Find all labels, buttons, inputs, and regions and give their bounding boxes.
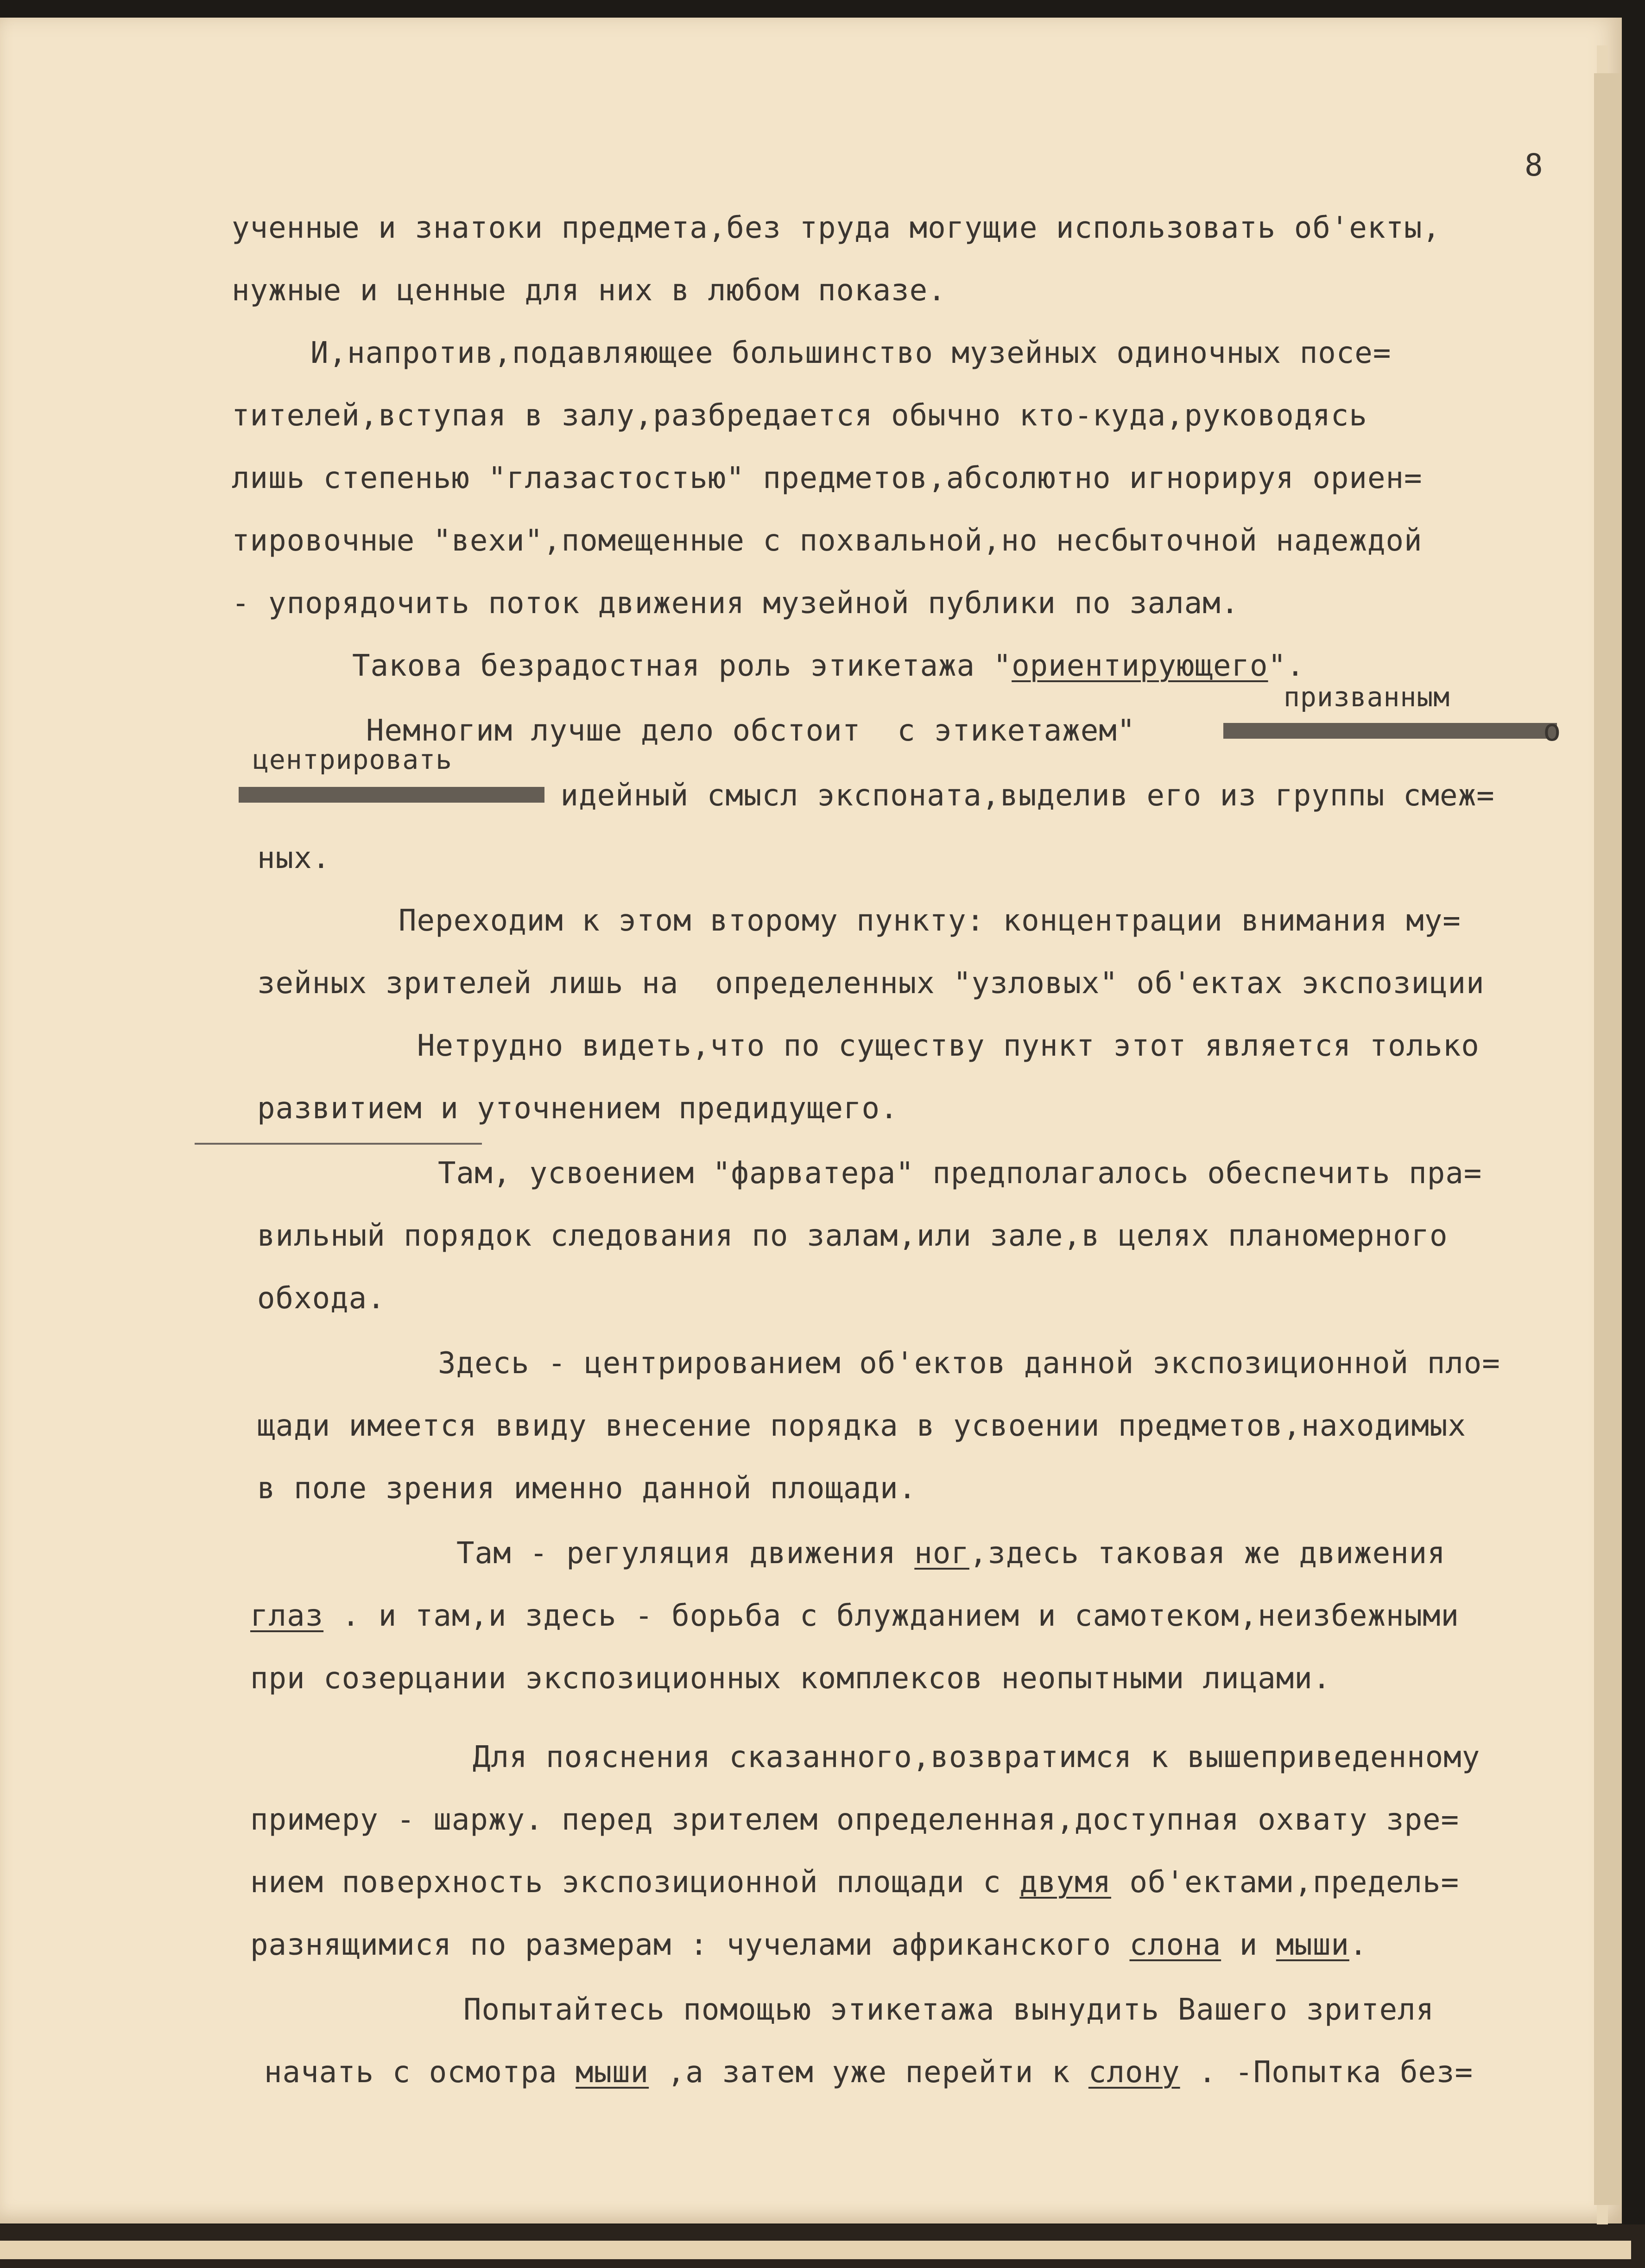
text-line-2: нужные и ценные для них в любом показе. [232,273,946,308]
text-line-5: лишь степенью "глазастостью" предметов,абсолютно игнорируя ориен= [232,461,1423,495]
underlined-word-mouse: мыши [1276,1928,1349,1962]
struck-out-text-2 [239,787,544,803]
text-line-9-end: о [1543,714,1562,748]
struck-out-text-1 [1223,723,1557,739]
text-line-29: Попытайтесь помощью этикетажа вынудить Вашего зрителя [463,1993,1435,2027]
text-line-28-a: разнящимися по размерам : чучелами африканского [250,1928,1130,1962]
text-line-22-a: Там - регуляция движения [456,1536,915,1571]
text-line-27-b: об'ектами,предель= [1111,1865,1460,1900]
text-line-6: тировочные "вехи",помещенные с похвальной,но несбыточной надеждой [232,524,1423,558]
page-number: 8 [1525,147,1544,183]
text-line-15: развитием и уточнением предидущего. [257,1091,898,1126]
text-line-1: ученные и знатоки предмета,без труда могущие использовать об'екты, [232,211,1441,245]
text-line-7: - упорядочить поток движения музейной публики по залам. [232,586,1240,621]
underlined-word-elephant: слона [1129,1928,1221,1962]
text-line-22-b: ,здесь таковая же движения [969,1536,1446,1571]
underlined-word-elephant-2: слону [1088,2055,1180,2090]
underlying-sheet [0,2241,1631,2259]
text-line-26: примеру - шаржу. перед зрителем определенная,доступная охвату зре= [250,1803,1460,1837]
text-line-12: Переходим к этом второму пункту: концентрации внимания му= [399,904,1461,938]
text-line-8-a: Такова безрадостная роль этикетажа " [352,649,1012,683]
text-line-25: Для пояснения сказанного,возвратимся к вышеприведенному [473,1740,1480,1774]
text-line-4: тителей,вступая в залу,разбредается обычно кто-куда,руководясь [232,399,1367,433]
underlined-word-orienting: ориентирующего [1012,649,1268,683]
underlined-word-mouse-2: мыши [576,2055,649,2090]
text-line-23 [250,1599,1459,1633]
text-line-20: щади имеется ввиду внесение порядка в усвоении предметов,находимых [257,1409,1467,1443]
text-line-30-a: начать с осмотра [264,2055,576,2090]
text-line-10: идейный смысл экспоната,выделив его из группы смеж= [542,779,1495,813]
text-line-28-b: и [1221,1928,1276,1962]
correction-above-line-9: призванным [1284,681,1450,713]
text-line-28-c: . [1349,1928,1368,1962]
underlined-word-legs: ног [914,1536,969,1571]
text-line-17: вильный порядок следования по залам,или зале,в целях планомерного [257,1219,1448,1253]
text-line-30-c: . -Попытка без= [1180,2055,1474,2090]
text-line-18: обхода. [257,1281,386,1316]
text-line-3: И,напротив,подавляющее большинство музейных одиночных посе= [310,336,1392,370]
text-line-11: ных. [257,841,331,875]
correction-above-line-10: центрировать [253,744,453,775]
text-line-30-b: ,а затем уже перейти к [649,2055,1088,2090]
text-line-23-b: . и там,и здесь - борьба с блужданием и самотеком,неизбежными [323,1599,1460,1633]
text-line-16: Там, усвоением "фарватера" предполагалось обеспечить пра= [438,1156,1482,1191]
text-line-22 [456,1536,1446,1571]
text-line-27-a: нием поверхность экспозиционной площади с [250,1865,1020,1900]
text-line-14: Нетрудно видеть,что по существу пункт этот является только [417,1029,1480,1063]
text-line-28 [250,1928,1367,1962]
text-line-13: зейных зрителей лишь на определенных "узловых" об'ектах экспозиции [257,966,1485,1001]
text-line-27 [250,1865,1459,1900]
underlined-word-two: двумя [1019,1865,1111,1900]
text-line-8 [352,649,1305,683]
text-line-19: Здесь - центрированием об'ектов данной экспозиционной пло= [438,1346,1500,1381]
text-line-24: при созерцании экспозиционных комплексов неопытными лицами. [250,1661,1331,1696]
hand-drawn-rule [195,1143,482,1145]
underlined-word-eyes: глаз [250,1599,324,1633]
sheet-edge-outer [1594,73,1622,2205]
text-line-8-b: ". [1268,649,1305,683]
text-line-21: в поле зрения именно данной площади. [257,1471,917,1506]
text-line-30 [264,2055,1473,2090]
text-line-9: Немногим лучше дело обстоит с этикетажем" [366,714,1154,748]
